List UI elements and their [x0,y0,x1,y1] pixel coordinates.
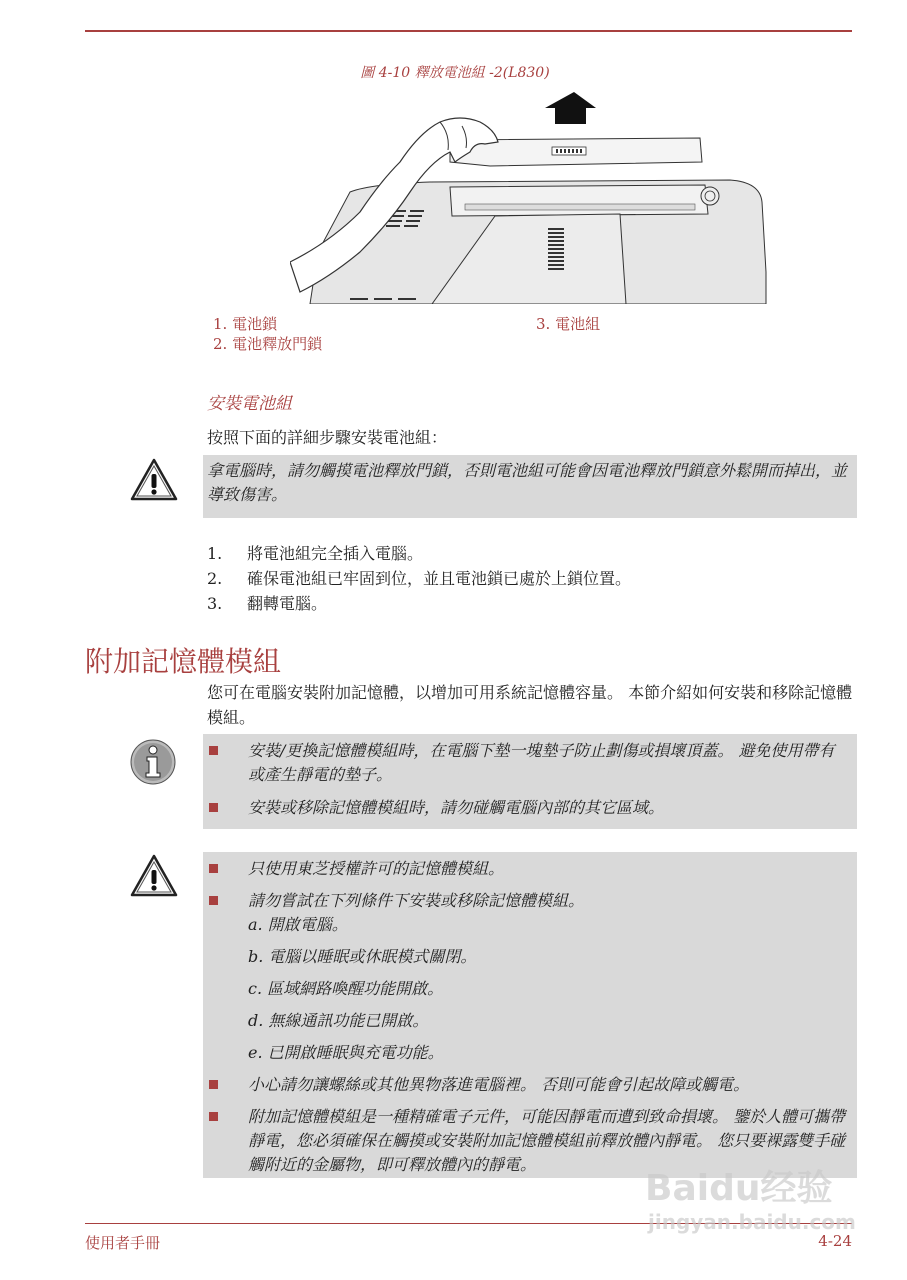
watermark-url: jingyan.baidu.com [648,1210,856,1234]
header-rule [85,30,852,32]
warning-icon [129,456,179,506]
list-item: 3. 翻轉電腦。 [207,594,328,613]
warning-note-battery [203,455,857,518]
bullet-marker [209,1112,218,1121]
install-intro: 按照下面的詳細步驟安裝電池組： [207,428,448,447]
sub-item: e. 已開啟睡眠與充電功能。 [248,1043,444,1062]
bullet-marker [209,1080,218,1089]
sub-item: c. 區域網路喚醒功能開啟。 [248,979,444,998]
install-heading: 安裝電池組 [207,394,292,414]
list-item: 小心請勿讓螺絲或其他異物落進電腦裡。 否則可能會引起故障或觸電。 [203,1073,849,1097]
list-item: 1. 將電池組完全插入電腦。 [207,544,424,563]
battery-release-illustration [290,92,770,304]
info-note-memory [203,734,857,829]
sub-item: b. 電腦以睡眠或休眠模式關閉。 [248,947,477,966]
sub-item: a. 開啟電腦。 [248,915,348,934]
bullet-marker [209,803,218,812]
install-steps [207,541,631,616]
list-item: 安裝或移除記憶體模組時，請勿碰觸電腦內部的其它區域。 [203,796,849,820]
page-number: 4-24 [818,1232,852,1250]
bullet-marker [209,864,218,873]
footer-title: 使用者手冊 [85,1234,161,1252]
sub-item: d. 無線通訊功能已開啟。 [248,1011,429,1030]
watermark-logo: Baidu经验 [645,1168,833,1209]
list-item: 附加記憶體模組是一種精確電子元件，可能因靜電而遭到致命損壞。 鑒於人體可攜帶靜電，您必須確保在觸摸或安裝附加記憶體模組前釋放體內靜電。 您只要裸露雙手碰觸附近的金屬物，即可釋放體內的靜電。 [203,1105,849,1177]
list-item: 只使用東芝授權許可的記憶體模組。 [203,857,849,881]
list-item: 2. 確保電池組已牢固到位，並且電池鎖已處於上鎖位置。 [207,569,632,588]
info-icon [128,737,178,787]
list-item: 安裝/更換記憶體模組時，在電腦下墊一塊墊子防止劃傷或損壞頂蓋。 避免使用帶有或產生靜電的墊子。 [203,739,849,787]
watermark [640,1160,870,1245]
warning-note-memory [203,852,857,1178]
section-title: 附加記憶體模組 [85,645,282,678]
legend-item: 2. 電池釋放門鎖 [213,335,323,353]
legend-item: 1. 電池鎖 [213,315,278,333]
bullet-marker [209,746,218,755]
figure-caption: 圖 4-10 釋放電池組 -2(L830) [360,65,550,81]
warning-icon [129,852,179,902]
list-item: 請勿嘗試在下列條件下安裝或移除記憶體模組。 a. 開啟電腦。 b. 電腦以睡眠或休眠模式關閉。 c. 區域網路喚醒功能開啟。 d. 無線通訊功能已開啟。 e. 已開啟睡眠與充電功能。 [203,889,849,1065]
warning-text: 拿電腦時，請勿觸摸電池釋放門鎖，否則電池組可能會因電池釋放門鎖意外鬆開而掉出，並導致傷害。 [207,461,848,504]
arrow-up-icon [545,92,596,124]
legend-item: 3. 電池組 [536,315,601,333]
memory-intro: 您可在電腦安裝附加記憶體，以增加可用系統記憶體容量。 本節介紹如何安裝和移除記憶體模組。 [207,683,853,727]
bullet-marker [209,896,218,905]
